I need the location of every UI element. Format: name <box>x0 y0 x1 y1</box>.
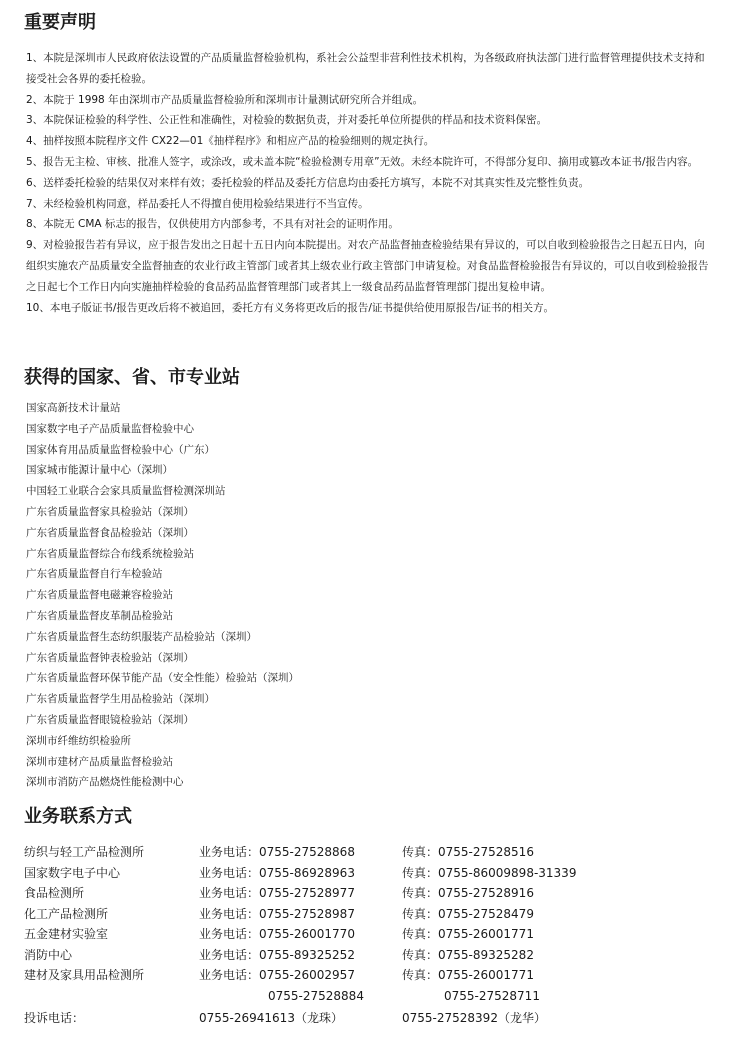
contact-extra-fax: 0755-27528711 <box>444 988 540 1003</box>
station-item: 广东省质量监督环保节能产品（安全性能）检验站（深圳） <box>26 672 299 685</box>
station-item: 中国轻工业联合会家具质量监督检测深圳站 <box>26 485 226 498</box>
complaint-label: 投诉电话： <box>24 1011 85 1025</box>
declaration-item: 3、本院保证检验的科学性、公正性和准确性，对检验的数据负责，并对委托单位所提供的样品和技术资料保密。 <box>26 114 548 127</box>
station-item: 国家数字电子产品质量监督检验中心 <box>26 422 194 435</box>
declaration-item: 5、报告无主检、审核、批准人签字，或涂改，或未盖本院“检验检测专用章”无效。未经本院许可，不得部分复印、摘用或篡改本证书/报告内容。 <box>26 155 699 168</box>
station-item: 广东省质量监督学生用品检验站（深圳） <box>26 693 215 706</box>
station-item: 国家城市能源计量中心（深圳） <box>26 464 173 477</box>
contact-fax: 传真：0755-89325282 <box>402 947 534 962</box>
station-item: 深圳市消防产品燃烧性能检测中心 <box>26 776 184 789</box>
declaration-item: 2、本院于 1998 年由深圳市产品质量监督检验所和深圳市计量测试研究所合并组成。 <box>26 93 424 106</box>
declaration-item: 4、抽样按照本院程序文件 CX22—01《抽样程序》和相应产品的检验细则的规定执行。 <box>26 135 435 148</box>
contact-dept: 食品检测所 <box>24 886 85 900</box>
contact-dept: 五金建材实验室 <box>24 927 109 941</box>
contact-dept: 化工产品检测所 <box>24 906 109 921</box>
declaration-item: 8、本院无 CMA 标志的报告，仅供使用方内部参考，不具有对社会的证明作用。 <box>26 218 399 231</box>
station-item: 广东省质量监督眼镜检验站（深圳） <box>26 713 194 726</box>
station-item: 广东省质量监督皮革制品检验站 <box>26 609 173 622</box>
station-item: 广东省质量监督生态纺织服装产品检验站（深圳） <box>26 630 257 643</box>
contact-title: 业务联系方式 <box>24 806 132 827</box>
contact-dept: 消防中心 <box>24 947 73 962</box>
contact-phone: 业务电话：0755-86928963 <box>199 865 355 880</box>
contact-phone: 业务电话：0755-27528987 <box>199 906 355 921</box>
contact-phone: 业务电话：0755-27528977 <box>199 886 355 900</box>
station-item: 深圳市纤维纺织检验所 <box>26 734 131 747</box>
declaration-item: 10、本电子版证书/报告更改后将不被追回，委托方有义务将更改后的报告/证书提供给使用原报告/证书的相关方。 <box>26 301 554 314</box>
declaration-title: 重要声明 <box>24 12 96 33</box>
complaint-phone-longzhu: 0755-26941613（龙珠） <box>199 1011 343 1025</box>
contact-dept: 纺织与轻工产品检测所 <box>24 845 145 859</box>
contact-fax: 传真：0755-86009898-31339 <box>402 865 577 880</box>
contact-fax: 传真：0755-27528916 <box>402 886 534 900</box>
contact-dept: 建材及家具用品检测所 <box>24 968 145 982</box>
contact-phone: 业务电话：0755-26002957 <box>199 968 355 982</box>
station-item: 广东省质量监督钟表检验站（深圳） <box>26 651 194 664</box>
contact-dept: 国家数字电子中心 <box>24 865 121 880</box>
contact-fax: 传真：0755-26001771 <box>402 968 534 982</box>
station-item: 广东省质量监督电磁兼容检验站 <box>26 589 173 602</box>
contact-phone: 业务电话：0755-27528868 <box>199 845 355 859</box>
contact-extra-phone: 0755-27528884 <box>268 988 364 1003</box>
station-item: 国家体育用品质量监督检验中心（广东） <box>26 443 215 456</box>
station-item: 广东省质量监督家具检验站（深圳） <box>26 505 194 518</box>
contact-fax: 传真：0755-27528516 <box>402 845 534 859</box>
station-item: 广东省质量监督综合布线系统检验站 <box>26 547 194 560</box>
declaration-item: 7、未经检验机构同意，样品委托人不得擅自使用检验结果进行不当宣传。 <box>26 197 369 210</box>
contact-phone: 业务电话：0755-26001770 <box>199 927 355 941</box>
declaration-item: 9、对检验报告若有异议，应于报告发出之日起十五日内向本院提出。对农产品监督抽查检验结果有异议的，可以自收到检验报告之日起五日内，向组织实施农产品质量安全监督抽查的农业行政主管部门或者其上级农业行政主管部门申请复检。对食品监督检验报告有异议的，可以自收到检验报告之日起七个工作日内向实施抽样检验的食品药品监督管理部门或者其上一级食品药品监督管理部门提出复检申请。 <box>26 239 709 293</box>
stations-list <box>26 398 299 793</box>
declaration-list <box>26 48 712 318</box>
stations-title: 获得的国家、省、市专业站 <box>24 367 240 388</box>
station-item: 广东省质量监督食品检验站（深圳） <box>26 526 194 539</box>
complaint-phone-longhua: 0755-27528392（龙华） <box>402 1011 546 1025</box>
contact-phone: 业务电话：0755-89325252 <box>199 947 355 962</box>
station-item: 国家高新技术计量站 <box>26 402 121 414</box>
declaration-item: 6、送样委托检验的结果仅对来样有效；委托检验的样品及委托方信息均由委托方填写，本院不对其真实性及完整性负责。 <box>26 176 590 189</box>
contact-fax: 传真：0755-27528479 <box>402 906 534 921</box>
contact-fax: 传真：0755-26001771 <box>402 927 534 941</box>
declaration-item: 1、本院是深圳市人民政府依法设置的产品质量监督检验机构，系社会公益型非营利性技术机构，为各级政府执法部门进行监督管理提供技术支持和接受社会各界的委托检验。 <box>26 52 705 85</box>
station-item: 深圳市建材产品质量监督检验站 <box>26 755 173 768</box>
station-item: 广东省质量监督自行车检验站 <box>26 568 163 581</box>
